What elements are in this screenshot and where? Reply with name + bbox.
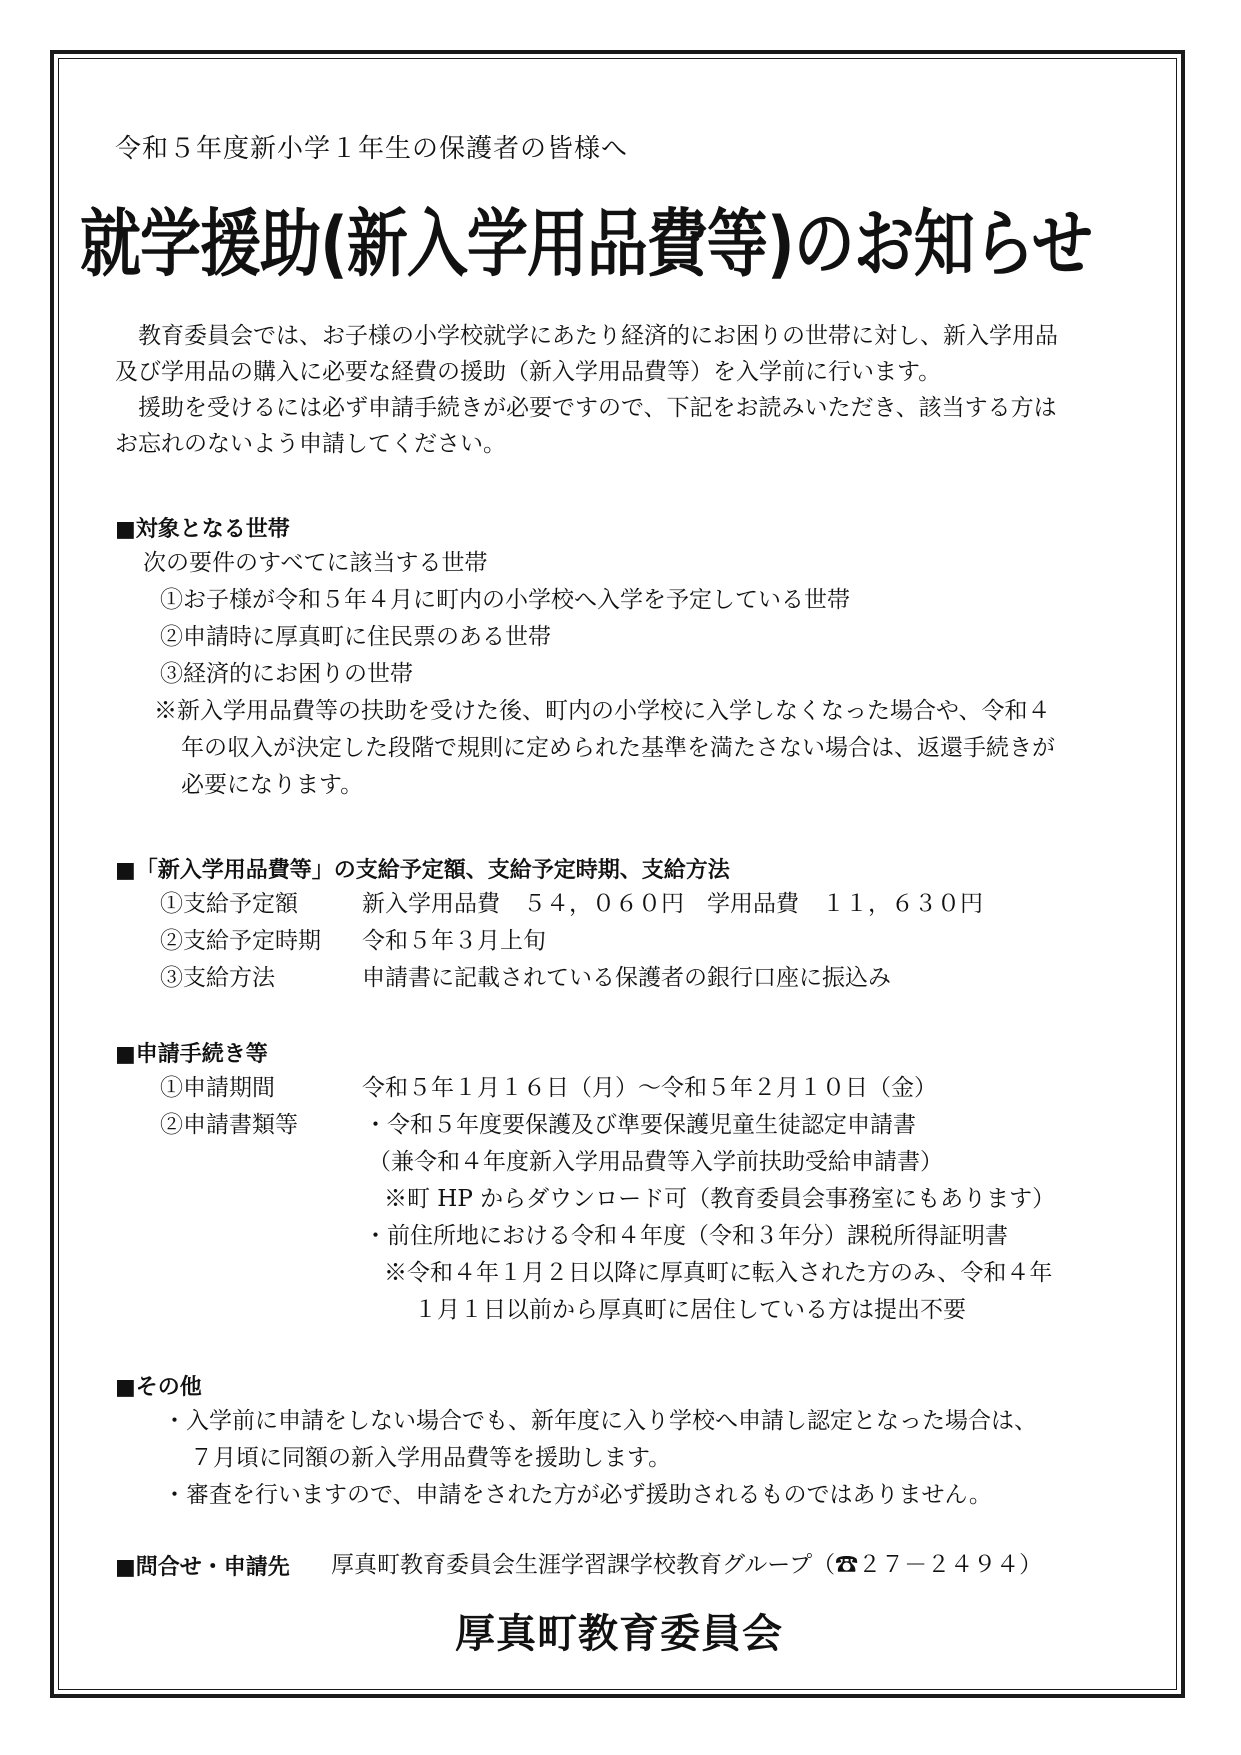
target-item-2: ②申請時に厚真町に住民票のある世帯 (160, 624, 551, 650)
notice-title: 就学援助(新入学用品費等)のお知らせ (80, 201, 1092, 287)
application-doc-2: ・前住所地における令和４年度（令和３年分）課税所得証明書 (364, 1223, 1008, 1249)
application-doc-2-note-line2: １月１日以前から厚真町に居住している方は提出不要 (414, 1297, 966, 1323)
target-item-3: ③経済的にお困りの世帯 (160, 661, 413, 687)
application-period-value: 令和５年１月１６日（月）～令和５年２月１０日（金） (362, 1075, 937, 1101)
application-period-label: ①申請期間 (160, 1075, 275, 1101)
intro-p1-line2: 及び学用品の購入に必要な経費の援助（新入学用品費等）を入学前に行います。 (115, 359, 942, 385)
payment-label-method: ③支給方法 (160, 965, 275, 991)
section-heading-other: ■その他 (115, 1375, 202, 1400)
notice-subtitle: 令和５年度新小学１年生の保護者の皆様へ (115, 134, 629, 164)
section-heading-application: ■申請手続き等 (115, 1042, 268, 1067)
payment-label-amount: ①支給予定額 (160, 891, 298, 917)
organization-name: 厚真町教育委員会 (455, 1611, 783, 1657)
other-item-1-line1: ・入学前に申請をしない場合でも、新年度に入り学校へ申請し認定となった場合は、 (163, 1408, 1037, 1434)
target-note-line1: ※新入学用品費等の扶助を受けた後、町内の小学校に入学しなくなった場合や、令和４ (154, 698, 1051, 724)
section-heading-payment: ■「新入学用品費等」の支給予定額、支給予定時期、支給方法 (115, 858, 730, 883)
payment-value-timing: 令和５年３月上旬 (362, 928, 546, 954)
payment-value-method: 申請書に記載されている保護者の銀行口座に振込み (362, 965, 891, 991)
application-doc-1-note: ※町 HP からダウンロード可（教育委員会事務室にもあります） (384, 1186, 1056, 1212)
target-note-line2: 年の収入が決定した段階で規則に定められた基準を満たさない場合は、返還手続きが (181, 735, 1055, 761)
application-docs-label: ②申請書類等 (160, 1112, 298, 1138)
other-item-1-line2: ７月頃に同額の新入学用品費等を援助します。 (190, 1445, 672, 1471)
contact-label: ■問合せ・申請先 (115, 1555, 290, 1580)
intro-p2-line1: 援助を受けるには必ず申請手続きが必要ですので、下記をお読みいただき、該当する方は (115, 395, 1057, 421)
payment-label-timing: ②支給予定時期 (160, 928, 321, 954)
application-doc-2-note-line1: ※令和４年１月２日以降に厚真町に転入された方のみ、令和４年 (384, 1260, 1053, 1286)
application-doc-1: ・令和５年度要保護及び準要保護児童生徒認定申請書 (364, 1112, 916, 1138)
contact-value: 厚真町教育委員会生涯学習課学校教育グループ（☎２７－２４９４） (331, 1552, 1043, 1578)
target-item-1: ①お子様が令和５年４月に町内の小学校へ入学を予定している世帯 (160, 587, 850, 613)
payment-value-amount: 新入学用品費 ５４，０６０円 学用品費 １１，６３０円 (362, 891, 983, 917)
other-item-2: ・審査を行いますので、申請をされた方が必ず援助されるものではありません。 (163, 1482, 992, 1508)
target-lead: 次の要件のすべてに該当する世帯 (143, 550, 488, 576)
section-heading-target: ■対象となる世帯 (115, 517, 290, 542)
application-doc-1-sub: （兼令和４年度新入学用品費等入学前扶助受給申請書） (368, 1149, 943, 1175)
intro-p2-line2: お忘れのないよう申請してください。 (115, 431, 506, 457)
target-note-line3: 必要になります。 (181, 772, 364, 798)
intro-p1-line1: 教育委員会では、お子様の小学校就学にあたり経済的にお困りの世帯に対し、新入学用品 (115, 323, 1058, 349)
